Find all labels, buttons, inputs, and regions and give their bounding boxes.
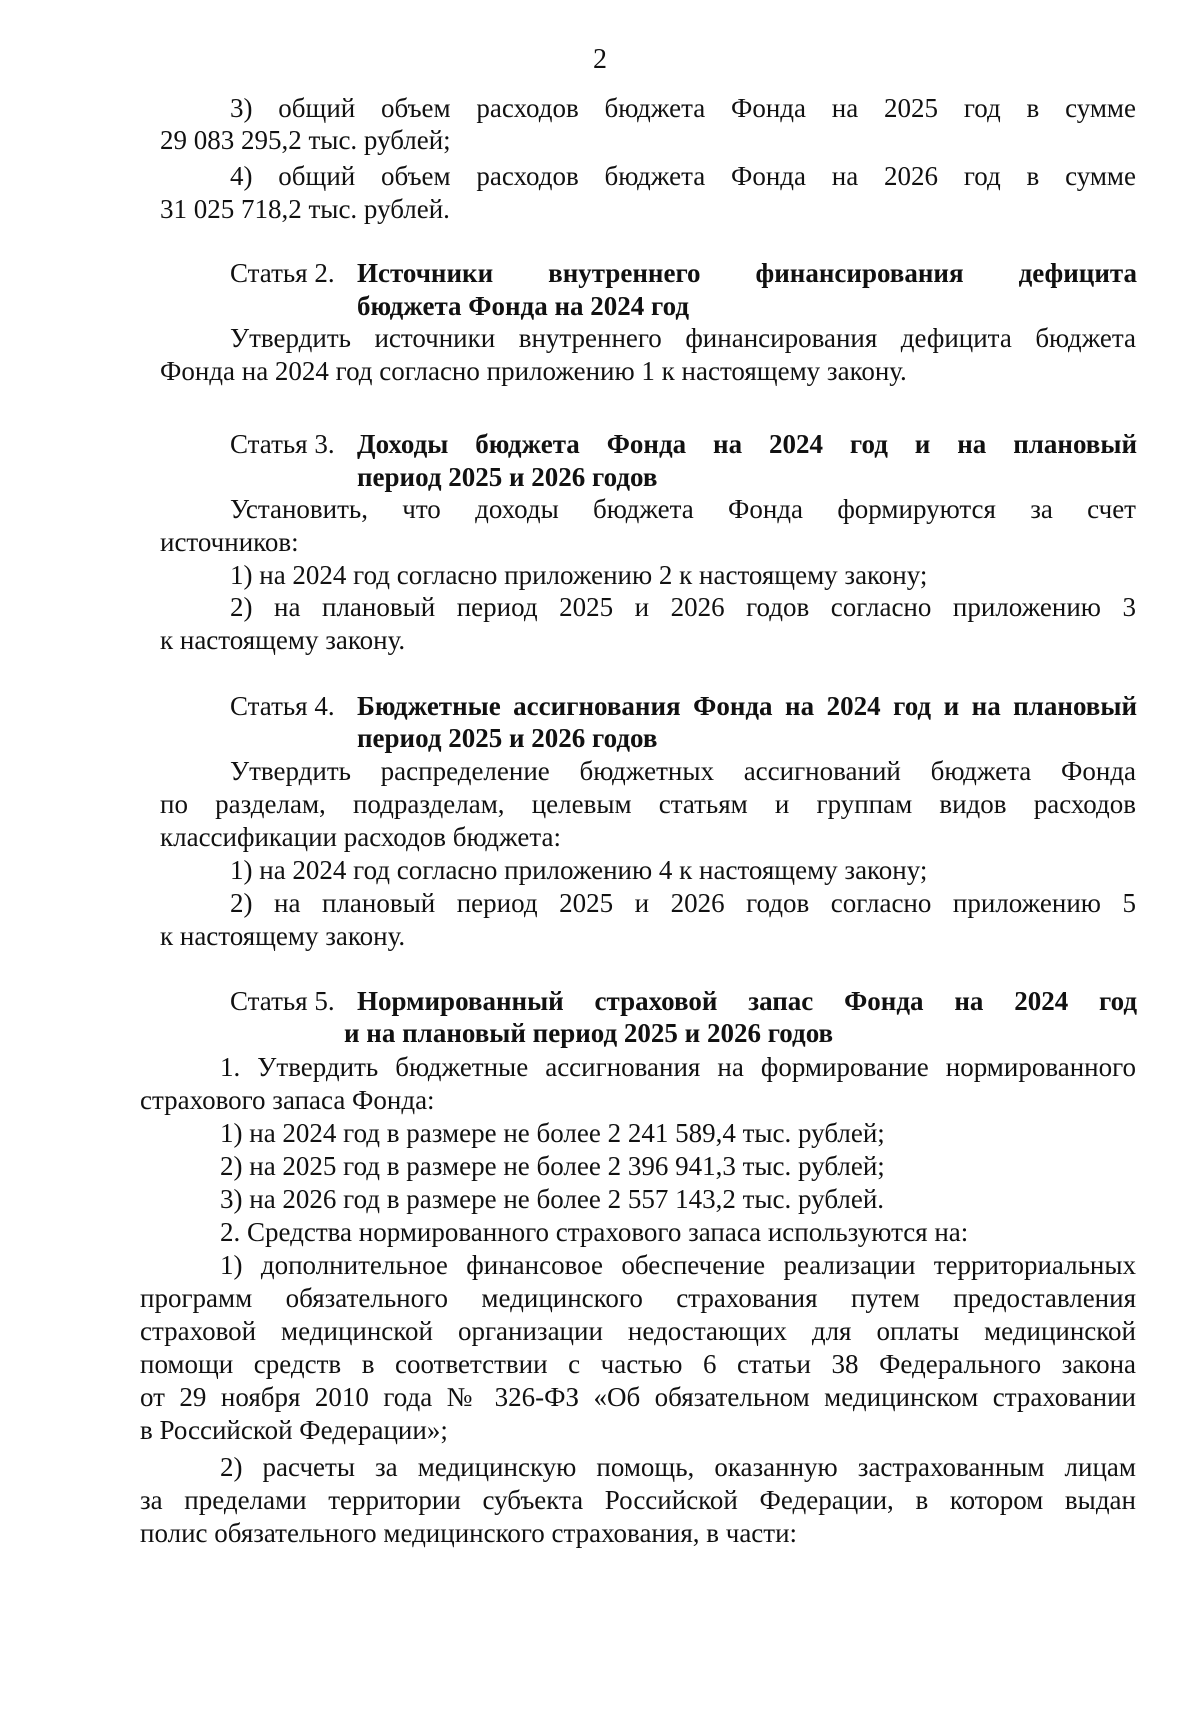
article-5-p2-item-2-line-2: за пределами территории субъекта Российской Федерации, в котором выдан — [140, 1485, 1136, 1515]
article-2-label: Статья 2. — [230, 258, 335, 288]
article-5-title-line-1: Нормированный страховой запас Фонда на 2024 год — [357, 986, 1137, 1016]
article-3-item-1: 1) на 2024 год согласно приложению 2 к настоящему закону; — [230, 560, 928, 590]
article-3-text-line-1: Установить, что доходы бюджета Фонда формируются за счет — [230, 494, 1136, 524]
article-2-text-line-2: Фонда на 2024 год согласно приложению 1 к настоящему закону. — [160, 356, 907, 386]
article-2-text-line-1: Утвердить источники внутреннего финансирования дефицита бюджета — [230, 323, 1136, 353]
article-1-item-3-line-1: 3) общий объем расходов бюджета Фонда на 2025 год в сумме — [230, 93, 1136, 123]
article-5-p2-item-2-line-3: полис обязательного медицинского страхования, в части: — [140, 1518, 798, 1548]
article-5-p1-line-1: 1. Утвердить бюджетные ассигнования на формирование нормированного — [220, 1052, 1136, 1082]
article-4-text-line-2: по разделам, подразделам, целевым статьям и группам видов расходов — [160, 789, 1136, 819]
article-3-label: Статья 3. — [230, 429, 335, 459]
article-5-p2-item-2-line-1: 2) расчеты за медицинскую помощь, оказанную застрахованным лицам — [220, 1452, 1136, 1482]
article-1-item-4-line-1: 4) общий объем расходов бюджета Фонда на 2026 год в сумме — [230, 161, 1136, 191]
article-5-title-line-2: и на плановый период 2025 и 2026 годов — [344, 1018, 834, 1048]
article-3-text-line-2: источников: — [160, 527, 299, 557]
article-5-p2-item-1-line-3: страховой медицинской организации недостающих для оплаты медицинской — [140, 1316, 1136, 1346]
article-4-text-line-1: Утвердить распределение бюджетных ассигнований бюджета Фонда — [230, 756, 1136, 786]
article-4-item-2-line-1: 2) на плановый период 2025 и 2026 годов согласно приложению 5 — [230, 888, 1136, 918]
article-4-title-line-1: Бюджетные ассигнования Фонда на 2024 год и на плановый — [357, 691, 1137, 721]
article-3-title-line-1: Доходы бюджета Фонда на 2024 год и на плановый — [357, 429, 1137, 459]
article-3-item-2-line-1: 2) на плановый период 2025 и 2026 годов согласно приложению 3 — [230, 592, 1136, 622]
page-number: 2 — [593, 44, 607, 75]
article-5-p2-item-1-line-1: 1) дополнительное финансовое обеспечение реализации территориальных — [220, 1250, 1136, 1280]
article-5-p1-line-2: страхового запаса Фонда: — [140, 1085, 435, 1115]
article-5-p2-intro: 2. Средства нормированного страхового запаса используются на: — [220, 1217, 969, 1247]
article-5-p2-item-1-line-5: от 29 ноября 2010 года № 326-ФЗ «Об обязательном медицинском страховании — [140, 1382, 1136, 1412]
article-1-item-3-line-2: 29 083 295,2 тыс. рублей; — [160, 125, 451, 155]
article-4-text-line-3: классификации расходов бюджета: — [160, 822, 561, 852]
article-3-item-2-line-2: к настоящему закону. — [160, 625, 406, 655]
article-5-p2-item-1-line-6: в Российской Федерации»; — [140, 1415, 448, 1445]
article-5-p2-item-1-line-2: программ обязательного медицинского страхования путем предоставления — [140, 1283, 1136, 1313]
article-5-p1-item-2: 2) на 2025 год в размере не более 2 396 941,3 тыс. рублей; — [220, 1151, 885, 1181]
article-5-p1-item-3: 3) на 2026 год в размере не более 2 557 143,2 тыс. рублей. — [220, 1184, 885, 1214]
article-2-title-line-1: Источники внутреннего финансирования дефицита — [357, 258, 1137, 288]
article-4-item-2-line-2: к настоящему закону. — [160, 921, 406, 951]
article-4-item-1: 1) на 2024 год согласно приложению 4 к настоящему закону; — [230, 855, 928, 885]
article-4-title-line-2: период 2025 и 2026 годов — [357, 723, 658, 753]
article-5-p1-item-1: 1) на 2024 год в размере не более 2 241 589,4 тыс. рублей; — [220, 1118, 885, 1148]
article-5-label: Статья 5. — [230, 986, 335, 1016]
article-3-title-line-2: период 2025 и 2026 годов — [357, 462, 658, 492]
article-5-p2-item-1-line-4: помощи средств в соответствии с частью 6 статьи 38 Федерального закона — [140, 1349, 1136, 1379]
article-2-title-line-2: бюджета Фонда на 2024 год — [357, 291, 689, 321]
article-4-label: Статья 4. — [230, 691, 335, 721]
article-1-item-4-line-2: 31 025 718,2 тыс. рублей. — [160, 194, 450, 224]
